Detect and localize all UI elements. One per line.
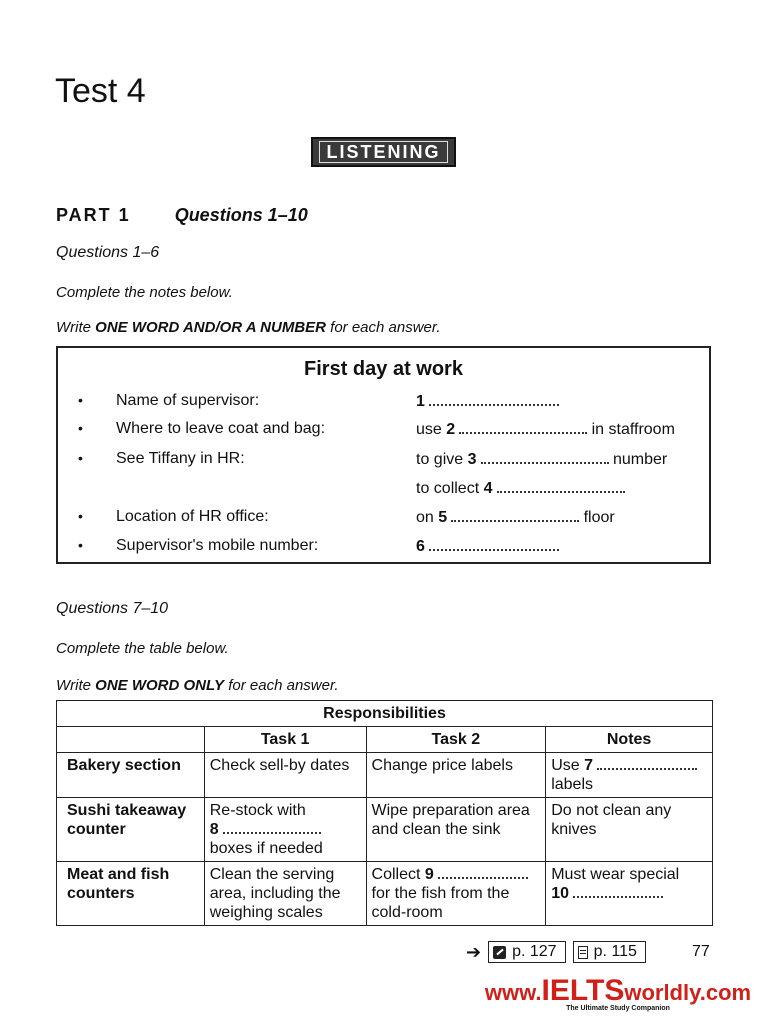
bullet: •: [78, 450, 83, 466]
write-prefix: Write: [56, 319, 96, 336]
responsibilities-table: [56, 700, 713, 926]
table-cell: Clean the serving area, including the weighing scales: [204, 862, 366, 926]
write-prefix: Write: [56, 677, 96, 694]
reference-page: p. 127: [512, 943, 557, 960]
answer-prefix: use: [416, 421, 447, 438]
column-header: Task 2: [366, 727, 546, 753]
notes-label: See Tiffany in HR:: [116, 450, 245, 467]
section-badge: [311, 137, 456, 167]
bullet: •: [78, 420, 83, 436]
notepad-icon: [578, 946, 588, 959]
bullet: •: [78, 537, 83, 553]
table-title-row: [57, 701, 713, 727]
column-header: [57, 727, 205, 753]
column-header: Task 1: [204, 727, 366, 753]
notes-row: [58, 537, 709, 559]
row-header: Meat and fish counters: [57, 862, 205, 926]
notes-box: [56, 346, 711, 564]
answer-gap-3[interactable]: [416, 450, 667, 469]
notes-row: [58, 479, 709, 501]
notes-subheading: Questions 1–6: [56, 244, 160, 261]
table-instruction: Complete the table below.: [56, 640, 229, 657]
answer-gap-9[interactable]: [366, 862, 546, 926]
logo-tld: .com: [699, 980, 752, 1005]
answer-blank: [573, 884, 663, 898]
pen-icon: [493, 946, 506, 959]
table-write-instruction: [56, 677, 339, 694]
notes-label: Location of HR office:: [116, 508, 269, 525]
answer-blank: [451, 508, 579, 522]
answer-blank: [438, 865, 528, 879]
bullet: •: [78, 508, 83, 524]
answer-blank: [429, 392, 559, 406]
row-header: Sushi takeaway counter: [57, 798, 205, 862]
write-bold: ONE WORD AND/OR A NUMBER: [95, 319, 326, 336]
answer-prefix: to give: [416, 451, 468, 468]
answer-suffix: in staffroom: [587, 421, 675, 438]
answer-gap-2[interactable]: [416, 420, 675, 439]
question-number: 8: [209, 821, 219, 838]
table-row: [57, 798, 713, 862]
write-suffix: for each answer.: [224, 677, 339, 694]
answer-blank: [497, 479, 625, 493]
table-row: [57, 862, 713, 926]
row-header: Bakery section: [57, 753, 205, 798]
logo-ielts: IELTS: [541, 974, 625, 1007]
answer-suffix: for the fish from the cold-room: [371, 885, 510, 921]
logo-tagline: The Ultimate Study Companion: [566, 1005, 670, 1012]
notes-title: First day at work: [304, 358, 463, 380]
notes-label: Name of supervisor:: [116, 392, 260, 409]
answer-gap-4[interactable]: [416, 479, 625, 498]
part-label: PART 1: [56, 205, 131, 225]
table-header-row: [57, 727, 713, 753]
page-references: [466, 941, 646, 963]
answer-blank: [597, 756, 697, 770]
test-title: Test 4: [55, 72, 146, 110]
arrow-right-icon: ➔: [466, 941, 482, 962]
answer-blank: [429, 537, 559, 551]
section-badge-label: LISTENING: [319, 141, 447, 163]
logo-domain: worldly: [624, 980, 700, 1005]
column-header: Notes: [546, 727, 713, 753]
answer-prefix: Collect: [371, 866, 425, 883]
logo-www: www.: [484, 980, 542, 1005]
notes-label: Where to leave coat and bag:: [116, 420, 326, 437]
answer-gap-1[interactable]: [416, 392, 559, 411]
answer-prefix: on: [416, 509, 439, 526]
answer-suffix: number: [608, 451, 668, 468]
table-title: Responsibilities: [57, 701, 713, 727]
notes-row: [58, 450, 709, 472]
transcript-reference[interactable]: [573, 941, 646, 963]
part-questions: Questions 1–10: [174, 205, 308, 225]
answer-blank: [459, 420, 587, 434]
answer-blank: [223, 820, 321, 834]
answer-blank: [481, 450, 609, 464]
notes-instruction: Complete the notes below.: [56, 284, 233, 301]
answer-prefix: Must wear special: [551, 866, 680, 883]
answer-prefix: Re-stock with: [209, 802, 306, 819]
answer-suffix: floor: [579, 509, 615, 526]
table-cell: Check sell-by dates: [204, 753, 366, 798]
write-bold: ONE WORD ONLY: [95, 677, 225, 694]
notes-write-instruction: [56, 319, 441, 336]
answer-suffix: labels: [551, 776, 593, 793]
reference-page: p. 115: [593, 943, 637, 960]
answer-key-reference[interactable]: [488, 941, 565, 963]
notes-row: [58, 420, 709, 442]
answer-prefix: to collect: [416, 480, 484, 497]
write-suffix: for each answer.: [326, 319, 441, 336]
table-cell: Wipe preparation area and clean the sink: [366, 798, 546, 862]
answer-gap-5[interactable]: [416, 508, 615, 527]
answer-gap-6[interactable]: [416, 537, 559, 556]
table-cell: Change price labels: [366, 753, 546, 798]
question-number: 6: [416, 538, 425, 555]
notes-row: [58, 392, 709, 414]
question-number: 2: [446, 421, 456, 438]
question-number: 10: [551, 885, 569, 902]
notes-row: [58, 508, 709, 530]
table-cell: Do not clean any knives: [546, 798, 713, 862]
question-number: 5: [438, 509, 448, 526]
question-number: 1: [416, 393, 425, 410]
answer-gap-8[interactable]: [204, 798, 366, 862]
question-number: 9: [424, 866, 434, 883]
part-heading: [56, 205, 308, 226]
answer-gap-10[interactable]: [546, 862, 713, 926]
question-number: 3: [467, 451, 477, 468]
table-row: [57, 753, 713, 798]
site-logo[interactable]: [478, 974, 758, 1012]
page-number: 77: [692, 943, 710, 960]
table-subheading: Questions 7–10: [56, 600, 169, 617]
bullet: •: [78, 392, 83, 408]
answer-prefix: Use: [551, 757, 585, 774]
question-number: 4: [483, 480, 493, 497]
answer-gap-7[interactable]: [546, 753, 713, 798]
answer-suffix: boxes if needed: [209, 840, 323, 857]
notes-label: Supervisor's mobile number:: [116, 537, 319, 554]
question-number: 7: [584, 757, 593, 774]
